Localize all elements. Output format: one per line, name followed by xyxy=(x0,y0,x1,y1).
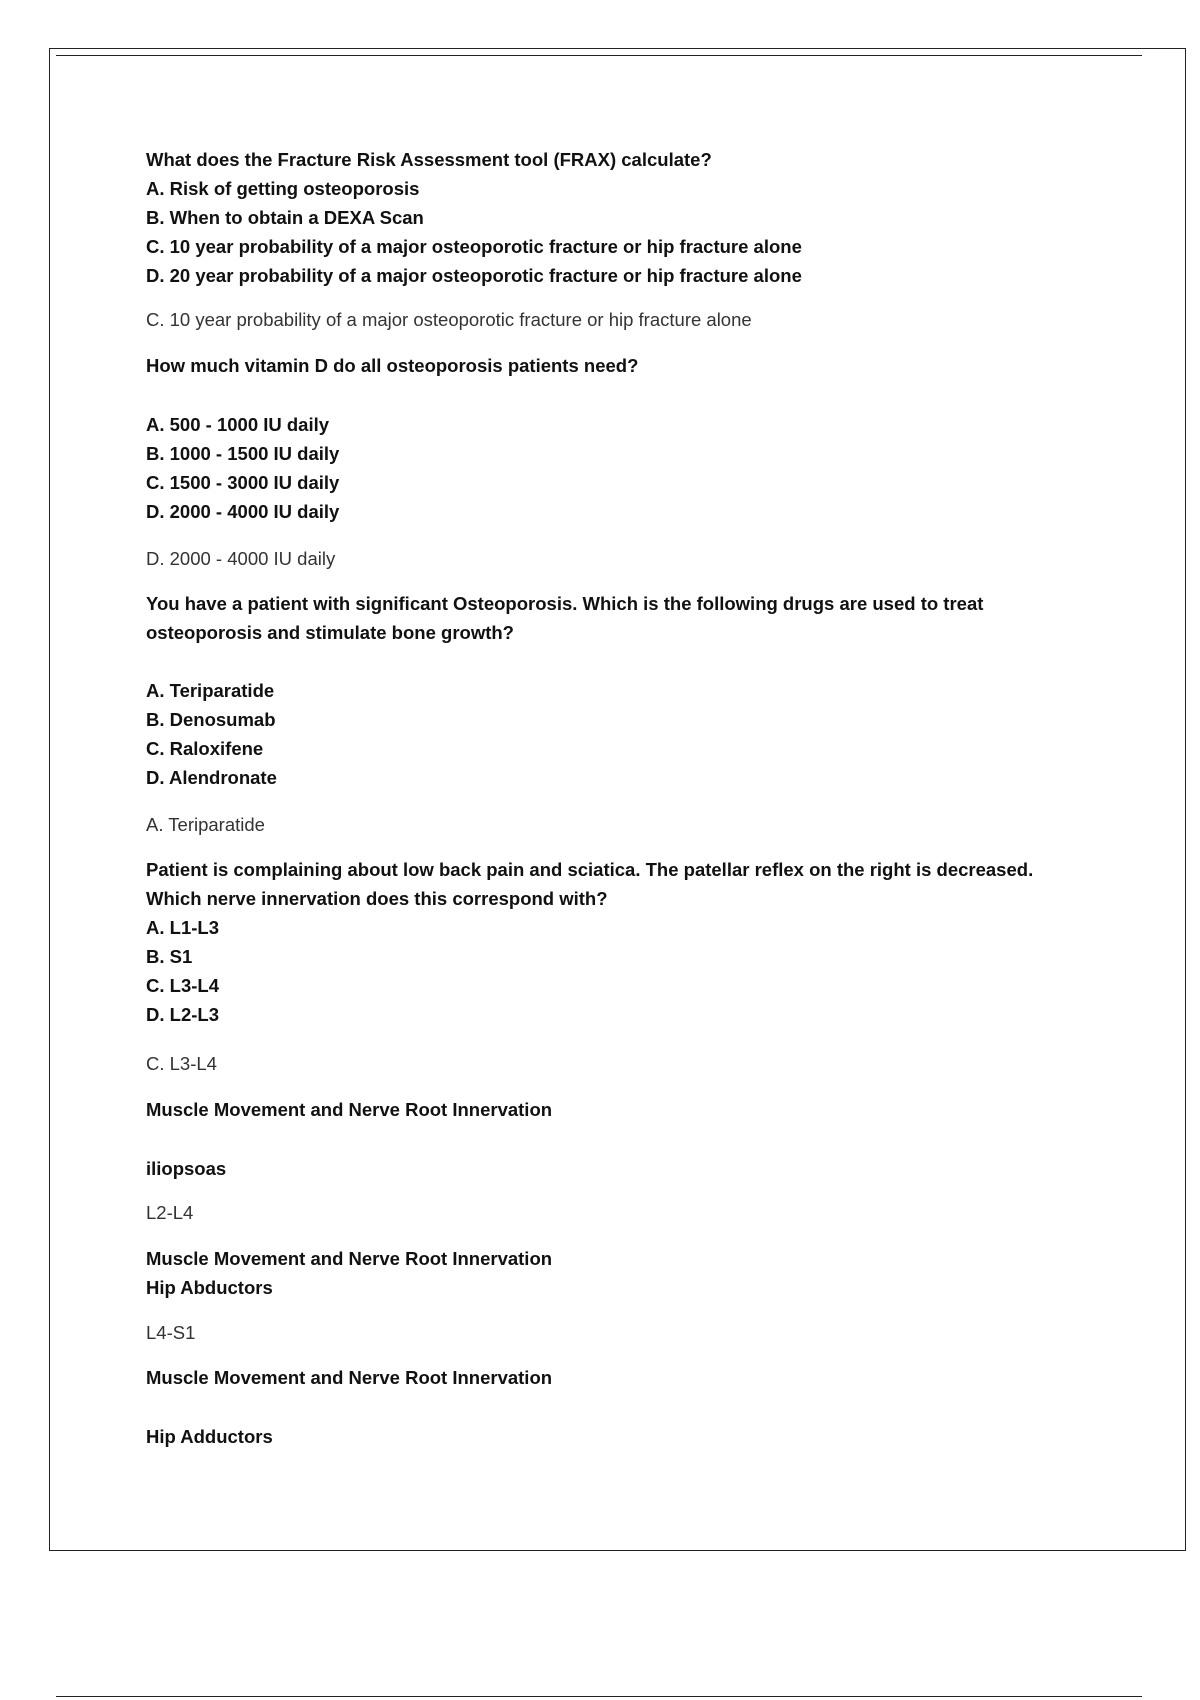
question-text-line-2: osteoporosis and stimulate bone growth? xyxy=(146,622,514,643)
option-b: B. 1000 - 1500 IU daily xyxy=(146,443,340,464)
option-b: B. Denosumab xyxy=(146,709,276,730)
question-text: What does the Fracture Risk Assessment tool (FRAX) calculate? xyxy=(146,149,712,170)
question-text: How much vitamin D do all osteoporosis patients need? xyxy=(146,355,639,376)
option-c: C. 10 year probability of a major osteoporotic fracture or hip fracture alone xyxy=(146,236,802,257)
answer-text: C. 10 year probability of a major osteoporotic fracture or hip fracture alone xyxy=(146,309,752,330)
question-block-4 xyxy=(146,855,1106,1029)
option-a: A. Teriparatide xyxy=(146,680,275,701)
answer-text: L2-L4 xyxy=(146,1202,194,1223)
term-text: Hip Adductors xyxy=(146,1426,273,1447)
option-c: C. L3-L4 xyxy=(146,975,219,996)
question-block-3 xyxy=(146,589,1106,647)
answer-text: D. 2000 - 4000 IU daily xyxy=(146,548,336,569)
bottom-rule xyxy=(56,1696,1142,1697)
question-text-line-1: You have a patient with significant Osteoporosis. Which is the following drugs are used to treat xyxy=(146,593,984,614)
answer-text: C. L3-L4 xyxy=(146,1053,217,1074)
question-block-6 xyxy=(146,1244,552,1302)
answer-text: A. Teriparatide xyxy=(146,814,265,835)
question-text-line-2: Which nerve innervation does this correspond with? xyxy=(146,888,608,909)
section-heading: Muscle Movement and Nerve Root Innervation xyxy=(146,1248,553,1269)
option-c: C. 1500 - 3000 IU daily xyxy=(146,472,340,493)
option-d: D. 20 year probability of a major osteoporotic fracture or hip fracture alone xyxy=(146,265,802,286)
section-heading: Muscle Movement and Nerve Root Innervation xyxy=(146,1099,553,1120)
option-d: D. L2-L3 xyxy=(146,1004,219,1025)
term-text: iliopsoas xyxy=(146,1158,227,1179)
option-d: D. 2000 - 4000 IU daily xyxy=(146,501,340,522)
term-text: Hip Abductors xyxy=(146,1277,273,1298)
option-d: D. Alendronate xyxy=(146,767,277,788)
option-a: A. 500 - 1000 IU daily xyxy=(146,414,330,435)
question-block-1 xyxy=(146,145,802,290)
option-a: A. Risk of getting osteoporosis xyxy=(146,178,420,199)
top-rule xyxy=(56,55,1142,56)
option-b: B. When to obtain a DEXA Scan xyxy=(146,207,424,228)
question-block-2-options xyxy=(146,410,339,526)
option-a: A. L1-L3 xyxy=(146,917,219,938)
section-heading: Muscle Movement and Nerve Root Innervation xyxy=(146,1367,553,1388)
answer-text: L4-S1 xyxy=(146,1322,196,1343)
option-c: C. Raloxifene xyxy=(146,738,264,759)
question-block-3-options xyxy=(146,676,277,792)
option-b: B. S1 xyxy=(146,946,193,967)
question-text-line-1: Patient is complaining about low back pain and sciatica. The patellar reflex on the right is decreased. xyxy=(146,859,1034,880)
